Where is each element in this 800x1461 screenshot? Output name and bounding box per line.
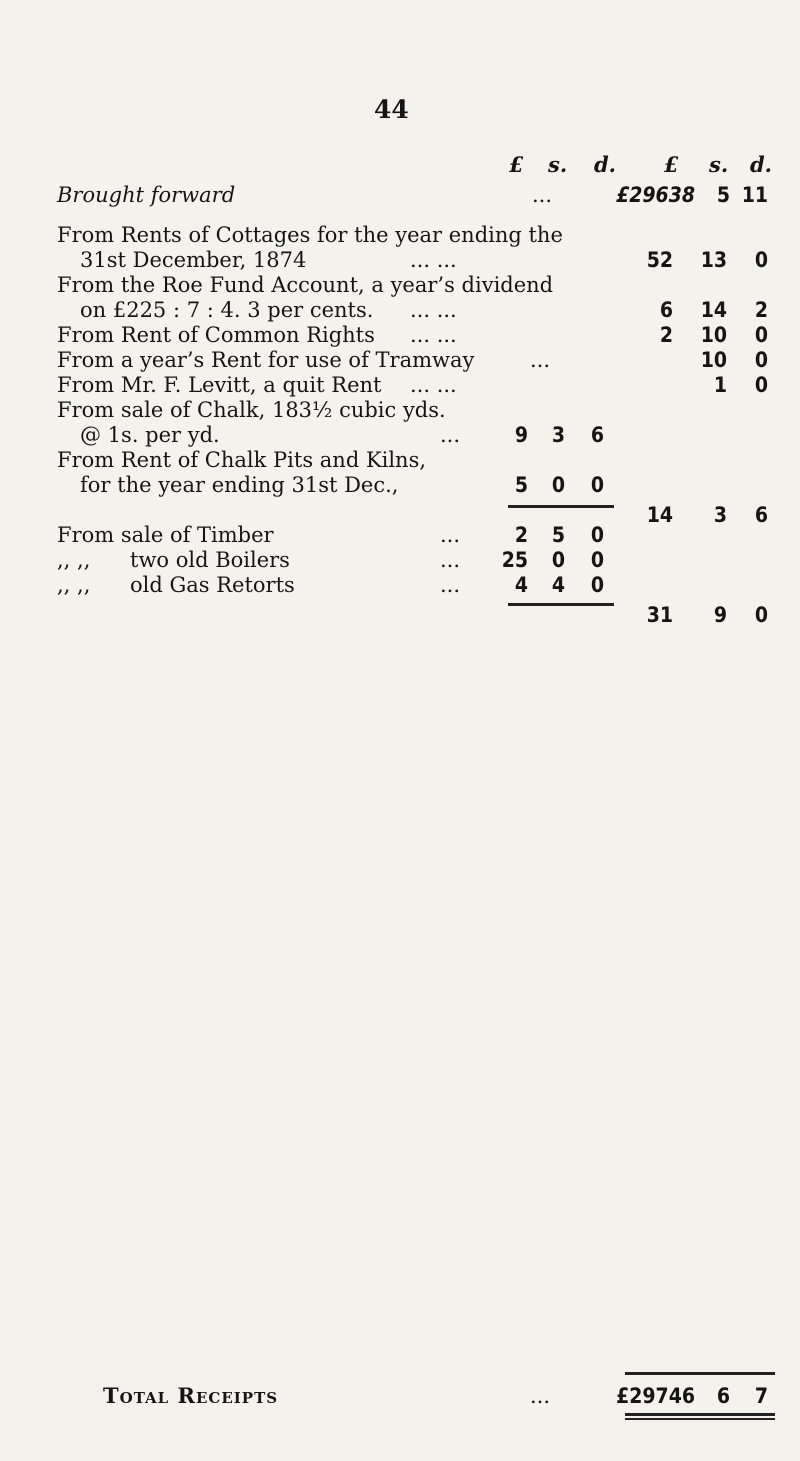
- boilers-ditto-marks: ,, ,,: [57, 548, 91, 572]
- inner-shilling-header: s.: [548, 152, 568, 177]
- chalk-total-shillings: 3: [713, 503, 727, 527]
- chalk-sale-pounds: 9: [514, 423, 528, 447]
- common-rights-pence: 0: [754, 323, 768, 347]
- tramway-shillings: 10: [700, 348, 727, 372]
- timber-total-shillings: 9: [713, 603, 727, 627]
- chalk-sale-line2: @ 1s. per yd.: [80, 423, 220, 447]
- brought-forward-dots: ...: [532, 183, 553, 207]
- roe-fund-shillings: 14: [700, 298, 727, 322]
- gas-retorts-pence: 0: [590, 573, 604, 597]
- timber-sale-label: From sale of Timber: [57, 523, 274, 547]
- brought-forward-pence: 11: [741, 183, 768, 207]
- chalk-sale-dots: ...: [440, 423, 461, 447]
- common-rights-dots: ... ...: [410, 323, 457, 347]
- outer-pence-header: d.: [750, 152, 772, 177]
- common-rights-shillings: 10: [700, 323, 727, 347]
- chalk-sale-line1: From sale of Chalk, 183½ cubic yds.: [57, 398, 446, 422]
- chalk-sale-pence: 6: [590, 423, 604, 447]
- roe-fund-line2: on £225 : 7 : 4. 3 per cents.: [80, 298, 374, 322]
- boilers-pounds: 25: [501, 548, 528, 572]
- gas-retorts-pounds: 4: [514, 573, 528, 597]
- roe-fund-line1: From the Roe Fund Account, a year’s dividend: [57, 273, 554, 297]
- common-rights-label: From Rent of Common Rights: [57, 323, 375, 347]
- chalk-total-pounds: 14: [646, 503, 673, 527]
- quit-rent-dots: ... ...: [410, 373, 457, 397]
- cottage-rents-shillings: 13: [700, 248, 727, 272]
- brought-forward-shillings: 5: [716, 183, 730, 207]
- gas-retorts-dots: ...: [440, 573, 461, 597]
- tramway-dots: ...: [530, 348, 551, 372]
- cottage-rents-line2: 31st December, 1874: [80, 248, 307, 272]
- total-receipts-label: Total Receipts: [103, 1383, 279, 1408]
- boilers-dots: ...: [440, 548, 461, 572]
- roe-fund-pounds: 6: [659, 298, 673, 322]
- timber-sale-pence: 0: [590, 523, 604, 547]
- page-number: 44: [374, 95, 409, 124]
- roe-fund-pence: 2: [754, 298, 768, 322]
- cottage-rents-line1: From Rents of Cottages for the year ending the: [57, 223, 563, 247]
- outer-shilling-header: s.: [709, 152, 729, 177]
- brought-forward-amount: £29638: [616, 183, 695, 207]
- quit-rent-pence: 0: [754, 373, 768, 397]
- tramway-pence: 0: [754, 348, 768, 372]
- chalk-pits-line1: From Rent of Chalk Pits and Kilns,: [57, 448, 427, 472]
- roe-fund-dots: ... ...: [410, 298, 457, 322]
- timber-total-pence: 0: [754, 603, 768, 627]
- inner-pence-header: d.: [594, 152, 616, 177]
- timber-subtotal-rule: [508, 603, 614, 606]
- tramway-label: From a year’s Rent for use of Tramway: [57, 348, 475, 372]
- chalk-total-pence: 6: [754, 503, 768, 527]
- brought-forward-label: Brought forward: [57, 183, 236, 207]
- timber-total-pounds: 31: [646, 603, 673, 627]
- boilers-label: two old Boilers: [130, 548, 290, 572]
- chalk-pits-shillings: 0: [551, 473, 565, 497]
- grand-total-top-rule: [625, 1372, 775, 1375]
- cottage-rents-pence: 0: [754, 248, 768, 272]
- total-receipts-amount: £29746: [616, 1384, 695, 1408]
- common-rights-pounds: 2: [659, 323, 673, 347]
- grand-total-double-rule: [625, 1413, 775, 1420]
- cottage-rents-dots: ... ...: [410, 248, 457, 272]
- inner-pound-header: £: [509, 152, 524, 177]
- gas-retorts-label: old Gas Retorts: [130, 573, 295, 597]
- boilers-shillings: 0: [551, 548, 565, 572]
- chalk-pits-pence: 0: [590, 473, 604, 497]
- timber-sale-dots: ...: [440, 523, 461, 547]
- total-receipts-dots: ...: [530, 1384, 551, 1408]
- total-receipts-pence: 7: [754, 1384, 768, 1408]
- chalk-pits-line2: for the year ending 31st Dec.,: [80, 473, 399, 497]
- chalk-pits-pounds: 5: [514, 473, 528, 497]
- total-receipts-shillings: 6: [716, 1384, 730, 1408]
- boilers-pence: 0: [590, 548, 604, 572]
- chalk-sale-shillings: 3: [551, 423, 565, 447]
- timber-sale-pounds: 2: [514, 523, 528, 547]
- gas-retorts-ditto-marks: ,, ,,: [57, 573, 91, 597]
- outer-pound-header: £: [664, 152, 679, 177]
- chalk-subtotal-rule: [508, 505, 614, 508]
- quit-rent-shillings: 1: [713, 373, 727, 397]
- cottage-rents-pounds: 52: [646, 248, 673, 272]
- gas-retorts-shillings: 4: [551, 573, 565, 597]
- quit-rent-label: From Mr. F. Levitt, a quit Rent: [57, 373, 382, 397]
- timber-sale-shillings: 5: [551, 523, 565, 547]
